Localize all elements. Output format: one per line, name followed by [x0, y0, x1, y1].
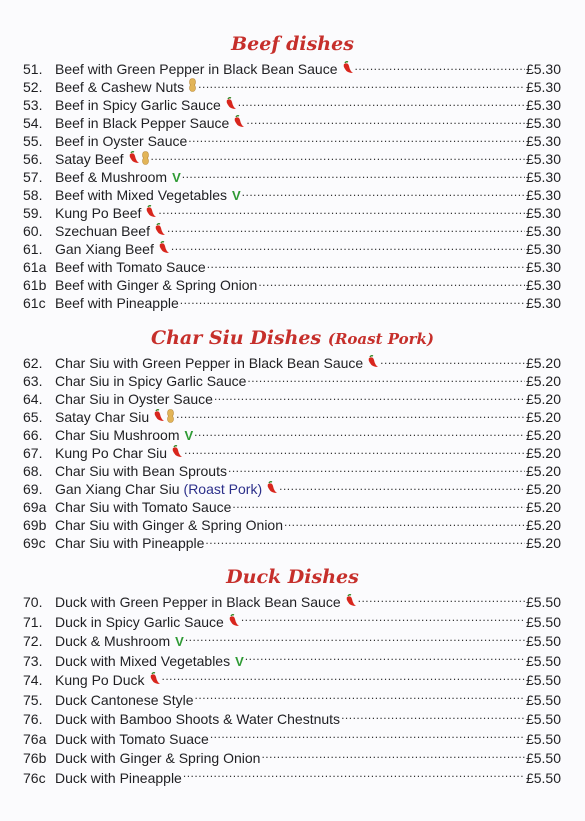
dot-leader: [205, 536, 525, 548]
item-name-text: Char Siu with Ginger & Spring Onion: [55, 517, 283, 533]
duck-section: [0, 565, 585, 788]
item-name: [55, 186, 241, 205]
item-symbols: [152, 409, 175, 423]
beef-menu-list: [0, 60, 585, 312]
item-price: £5.20: [525, 481, 561, 497]
chili-icon: [342, 61, 354, 74]
menu-item: [23, 60, 561, 78]
item-price: £5.20: [525, 463, 561, 479]
item-name: [55, 749, 260, 769]
chili-icon: [266, 481, 278, 494]
item-name: [55, 769, 182, 789]
menu-item: [23, 114, 561, 132]
char-siu-section: [0, 326, 585, 552]
dot-leader: [158, 206, 525, 218]
item-price: £5.30: [525, 223, 561, 239]
item-symbols: [127, 151, 150, 165]
menu-item: [23, 444, 561, 462]
dot-leader: [194, 428, 525, 440]
item-symbols: [170, 445, 183, 458]
dot-leader: [261, 751, 525, 763]
item-name-text: Char Siu with Pineapple: [55, 535, 205, 551]
dot-leader: [198, 80, 525, 92]
item-price: £5.20: [525, 445, 561, 461]
item-number: 61c: [23, 295, 46, 311]
item-number: 71.: [23, 613, 43, 630]
chili-icon: [233, 115, 245, 128]
item-number: 72.: [23, 633, 43, 649]
item-price: £5.20: [525, 517, 561, 533]
menu-item: [23, 222, 561, 240]
item-price: £5.30: [525, 79, 561, 95]
item-name-text: Duck with Green Pepper in Black Bean Sauce: [55, 594, 341, 610]
item-symbols: [232, 115, 245, 128]
item-symbols: [265, 481, 278, 494]
menu-item: [23, 150, 561, 168]
item-symbols: [153, 223, 166, 236]
item-name: [55, 613, 240, 633]
item-number: 74.: [23, 672, 43, 688]
char-siu-section-title: [0, 326, 585, 350]
dot-leader: [238, 98, 525, 110]
peanut-icon: [166, 409, 175, 423]
item-number: 53.: [23, 97, 43, 113]
item-number: 54.: [23, 115, 43, 131]
item-price: £5.20: [525, 409, 561, 425]
chili-icon: [145, 205, 157, 218]
item-price: £5.30: [525, 169, 561, 185]
dot-leader: [214, 392, 525, 404]
dot-leader: [183, 771, 525, 783]
item-name: [55, 372, 246, 390]
item-name: [55, 114, 245, 132]
chili-icon: [171, 445, 183, 458]
dot-leader: [176, 410, 525, 422]
item-number: 70.: [23, 594, 43, 610]
menu-item: [23, 710, 561, 730]
item-number: 76c: [23, 769, 46, 786]
chili-icon: [367, 355, 379, 368]
item-name-text: Satay Char Siu: [55, 409, 150, 425]
item-symbols: [170, 169, 181, 187]
menu-item: [23, 186, 561, 204]
item-name: [55, 240, 170, 258]
item-name-text: Duck with Bamboo Shoots & Water Chestnuts: [55, 711, 341, 727]
menu-item: [23, 613, 561, 633]
item-number: 66.: [23, 427, 43, 443]
dot-leader: [171, 242, 525, 254]
item-name-text: Gan Xiang Char Siu: [55, 481, 180, 497]
char-siu-subtitle: (Roast Pork): [327, 330, 435, 348]
item-name-text: Beef with Ginger & Spring Onion: [55, 277, 258, 293]
item-price: £5.20: [525, 427, 561, 443]
beef-section-title: Beef dishes: [231, 33, 354, 55]
item-number: 76b: [23, 750, 47, 766]
item-name-text: Beef in Spicy Garlic Sauce: [55, 97, 221, 113]
item-name: [55, 632, 184, 652]
item-number: 73.: [23, 652, 43, 669]
item-symbols: [366, 355, 379, 368]
item-name: [55, 462, 227, 480]
item-name-text: Char Siu in Oyster Sauce: [55, 391, 213, 407]
chili-icon: [345, 594, 357, 607]
item-price: £5.20: [525, 391, 561, 407]
item-name: [55, 60, 354, 78]
chili-icon: [225, 97, 237, 110]
item-symbols: [344, 594, 357, 607]
item-number: 69c: [23, 535, 46, 551]
item-name: [55, 534, 204, 552]
item-price: £5.50: [525, 613, 561, 630]
item-number: 75.: [23, 691, 43, 708]
item-price: £5.50: [525, 594, 561, 610]
item-number: 67.: [23, 445, 43, 461]
item-price: £5.30: [525, 259, 561, 275]
item-symbols: [173, 632, 184, 652]
menu-item: [23, 132, 561, 150]
chili-icon: [228, 614, 240, 627]
item-price: £5.20: [525, 535, 561, 551]
menu-item: [23, 258, 561, 276]
dot-leader: [241, 615, 525, 627]
item-number: 51.: [23, 61, 43, 77]
item-price: £5.20: [525, 499, 561, 515]
item-price: £5.30: [525, 97, 561, 113]
menu-item: [23, 516, 561, 534]
item-price: £5.30: [525, 205, 561, 221]
item-name: [55, 652, 244, 672]
menu-item: [23, 294, 561, 312]
dot-leader: [188, 134, 525, 146]
menu-item: [23, 78, 561, 96]
item-name: [55, 354, 379, 372]
item-name: [55, 671, 161, 691]
item-number: 61.: [23, 241, 43, 257]
item-name: [55, 730, 209, 750]
item-name-text: Char Siu in Spicy Garlic Sauce: [55, 373, 247, 389]
item-name: [55, 390, 213, 408]
menu-item: [23, 498, 561, 516]
dot-leader: [279, 482, 525, 494]
dot-leader: [358, 595, 525, 607]
item-name-text: Szechuan Beef: [55, 223, 150, 239]
dot-leader: [151, 152, 525, 164]
dot-leader: [228, 464, 525, 476]
item-price: £5.50: [525, 691, 561, 708]
vegetarian-icon: V: [184, 428, 194, 443]
char-siu-title-text: Char Siu Dishes: [150, 327, 322, 349]
menu-item: [23, 652, 561, 672]
item-name-text: Char Siu with Green Pepper in Black Bean Sauce: [55, 355, 364, 371]
dot-leader: [341, 712, 525, 724]
item-number: 59.: [23, 205, 43, 221]
menu-item: [23, 390, 561, 408]
item-number: 76.: [23, 711, 43, 727]
dot-leader: [355, 62, 525, 74]
dot-leader: [284, 518, 525, 530]
item-number: 56.: [23, 151, 43, 167]
peanut-icon: [188, 78, 197, 92]
item-name-text: Kung Po Char Siu: [55, 445, 168, 461]
item-name-text: Char Siu with Bean Sprouts: [55, 463, 227, 479]
item-name: [55, 710, 340, 730]
item-number: 52.: [23, 79, 43, 95]
dot-leader: [232, 500, 525, 512]
item-name-text: Kung Po Beef: [55, 205, 142, 221]
menu-item: [23, 691, 561, 711]
menu-item: [23, 749, 561, 769]
item-name: [55, 168, 181, 187]
item-name-text: Char Siu Mushroom: [55, 427, 180, 443]
menu-item: [23, 240, 561, 258]
item-name-text: Beef with Mixed Vegetables: [55, 187, 227, 203]
menu-item: [23, 480, 561, 498]
item-name: [55, 691, 194, 711]
item-name: [55, 593, 357, 613]
item-symbols: [157, 241, 170, 254]
item-note: (Roast Pork): [183, 481, 263, 497]
item-price: £5.20: [525, 355, 561, 371]
item-name: [55, 444, 183, 462]
item-symbols: [183, 427, 194, 445]
item-price: £5.50: [525, 711, 561, 727]
item-number: 60.: [23, 223, 43, 239]
item-price: £5.50: [525, 750, 561, 766]
dot-leader: [258, 278, 525, 290]
chili-icon: [149, 672, 161, 685]
menu-item: [23, 204, 561, 222]
item-name: [55, 276, 257, 294]
item-name-text: Duck Cantonese Style: [55, 691, 194, 708]
item-number: 61a: [23, 259, 47, 275]
item-name-text: Duck with Mixed Vegetables: [55, 652, 231, 669]
item-number: 76a: [23, 730, 47, 747]
item-symbols: [233, 652, 244, 672]
item-symbols: [148, 672, 161, 685]
item-name-text: Satay Beef: [55, 151, 124, 167]
item-name-text: Beef & Mushroom: [55, 169, 168, 185]
dot-leader: [162, 673, 525, 685]
dot-leader: [247, 374, 525, 386]
item-name: [55, 150, 150, 168]
dot-leader: [245, 654, 525, 666]
menu-item: [23, 372, 561, 390]
item-number: 63.: [23, 373, 43, 389]
item-symbols: [224, 97, 237, 110]
item-name: [55, 426, 193, 445]
duck-menu-list: [0, 593, 585, 788]
menu-item: [23, 96, 561, 114]
item-price: £5.50: [525, 652, 561, 669]
chili-icon: [153, 409, 165, 422]
item-number: 64.: [23, 391, 43, 407]
item-price: £5.50: [525, 672, 561, 688]
item-name-text: Gan Xiang Beef: [55, 241, 154, 257]
chili-icon: [154, 223, 166, 236]
item-symbols: [230, 187, 241, 205]
item-name-text: Duck with Tomato Suace: [55, 730, 209, 747]
char-siu-menu-list: [0, 354, 585, 552]
item-number: 65.: [23, 409, 43, 425]
item-number: 61b: [23, 277, 47, 293]
item-name: [55, 78, 197, 96]
item-name: [55, 96, 237, 114]
menu-item: [23, 462, 561, 480]
dot-leader: [180, 296, 525, 308]
item-number: 69b: [23, 517, 47, 533]
menu-item: [23, 426, 561, 444]
chili-icon: [158, 241, 170, 254]
beef-section: [0, 32, 585, 312]
menu-item: [23, 671, 561, 691]
item-name-text: Duck with Pineapple: [55, 769, 182, 786]
item-number: 68.: [23, 463, 43, 479]
menu-item: [23, 354, 561, 372]
menu-item: [23, 593, 561, 613]
dot-leader: [184, 446, 525, 458]
item-symbols: [341, 61, 354, 74]
item-price: £5.30: [525, 295, 561, 311]
item-price: £5.30: [525, 187, 561, 203]
vegetarian-icon: V: [172, 170, 181, 185]
chili-icon: [128, 151, 140, 164]
item-name: [55, 204, 157, 222]
item-price: £5.50: [525, 633, 561, 649]
item-name: [55, 498, 231, 516]
item-price: £5.30: [525, 241, 561, 257]
item-name-text: Beef & Cashew Nuts: [55, 79, 185, 95]
item-price: £5.50: [525, 769, 561, 786]
item-price: £5.30: [525, 115, 561, 131]
dot-leader: [246, 116, 525, 128]
menu-item: [23, 632, 561, 652]
item-name: [55, 222, 166, 240]
dot-leader: [207, 260, 525, 272]
item-name: [55, 516, 283, 534]
item-number: 69a: [23, 499, 47, 515]
dot-leader: [182, 170, 525, 182]
dot-leader: [380, 356, 525, 368]
item-name-text: Duck with Ginger & Spring Onion: [55, 750, 261, 766]
vegetarian-icon: V: [232, 188, 241, 203]
item-number: 57.: [23, 169, 43, 185]
menu-item: [23, 408, 561, 426]
item-name: [55, 294, 179, 312]
item-number: 55.: [23, 133, 43, 149]
item-price: £5.50: [525, 730, 561, 747]
item-name-text: Duck & Mushroom: [55, 633, 171, 649]
item-name-text: Beef with Pineapple: [55, 295, 179, 311]
menu-item: [23, 534, 561, 552]
duck-section-title: Duck Dishes: [226, 566, 359, 588]
item-symbols: [187, 78, 197, 92]
item-name-text: Beef with Green Pepper in Black Bean Sauce: [55, 61, 338, 77]
menu-item: [23, 168, 561, 186]
menu-item: [23, 276, 561, 294]
item-name-text: Char Siu with Tomato Sauce: [55, 499, 232, 515]
item-price: £5.30: [525, 133, 561, 149]
peanut-icon: [141, 151, 150, 165]
menu-item: [23, 769, 561, 789]
dot-leader: [195, 693, 525, 705]
dot-leader: [167, 224, 525, 236]
dot-leader: [185, 634, 525, 646]
item-name: [55, 258, 206, 276]
item-symbols: [144, 205, 157, 218]
dot-leader: [210, 732, 525, 744]
item-name-text: Kung Po Duck: [55, 672, 145, 688]
item-number: 58.: [23, 187, 43, 203]
item-price: £5.30: [525, 277, 561, 293]
item-name: [55, 132, 187, 150]
item-price: £5.30: [525, 151, 561, 167]
item-number: 62.: [23, 355, 43, 371]
dot-leader: [242, 188, 525, 200]
item-price: £5.20: [525, 373, 561, 389]
item-name: [55, 408, 175, 426]
item-name-text: Beef in Oyster Sauce: [55, 133, 188, 149]
item-number: 69.: [23, 481, 43, 497]
item-symbols: [227, 614, 240, 627]
item-name-text: Duck in Spicy Garlic Sauce: [55, 613, 224, 630]
item-price: £5.30: [525, 61, 561, 77]
item-name: [55, 480, 278, 498]
menu-item: [23, 730, 561, 750]
vegetarian-icon: V: [175, 634, 184, 649]
vegetarian-icon: V: [235, 653, 244, 669]
item-name-text: Beef in Black Pepper Sauce: [55, 115, 230, 131]
item-name-text: Beef with Tomato Sauce: [55, 259, 206, 275]
